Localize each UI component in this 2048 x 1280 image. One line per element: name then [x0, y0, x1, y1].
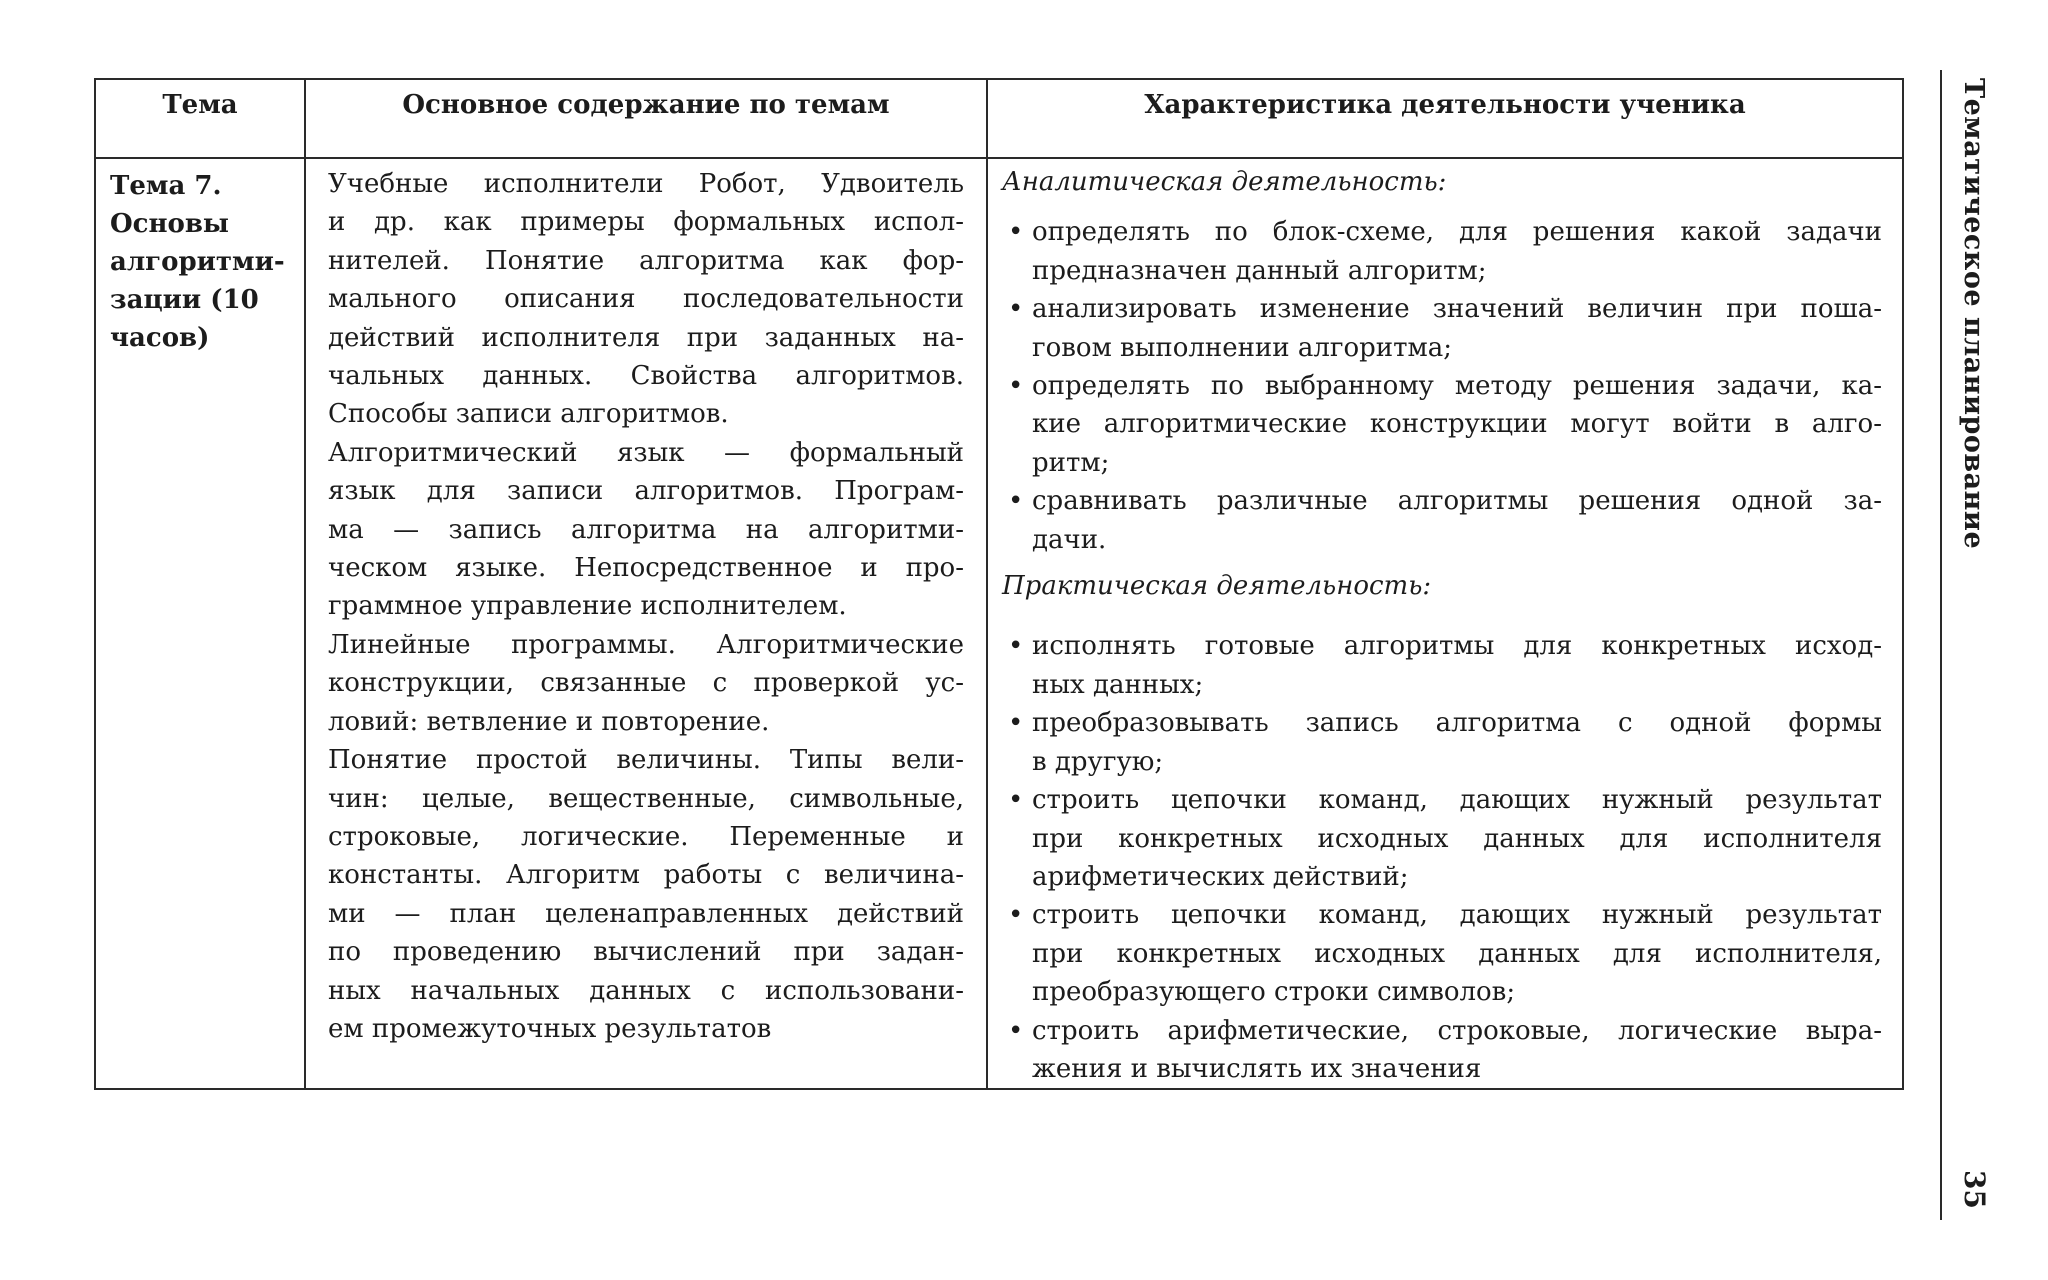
- bullet-icon: •: [1008, 900, 1024, 931]
- content-line: по проведению вычислений при задан-: [328, 937, 964, 968]
- list-item-line: анализировать изменение значений величин при поша-: [1032, 294, 1882, 325]
- bullet-icon: •: [1008, 371, 1024, 402]
- topic-line: Основы: [110, 209, 229, 239]
- topic-line: Тема 7.: [110, 171, 222, 201]
- list-item: [1002, 781, 1882, 896]
- list-item-line: строить цепочки команд, дающих нужный результат: [1032, 785, 1882, 816]
- list-item-line: определять по блок-схеме, для решения какой задачи: [1032, 217, 1882, 248]
- list-item: [1002, 627, 1882, 704]
- content-line: Понятие простой величины. Типы вели-: [328, 745, 964, 776]
- content-line: Линейные программы. Алгоритмические: [328, 629, 964, 660]
- list-item-line: строить цепочки команд, дающих нужный результат: [1032, 900, 1882, 931]
- header-activity: Характеристика деятельности ученика: [987, 79, 1903, 158]
- topic-cell: [95, 158, 305, 1089]
- topic-line: алгоритми-: [110, 247, 285, 277]
- content-line: ловий: ветвление и повторение.: [328, 706, 770, 737]
- list-item-line: в другую;: [1032, 746, 1164, 777]
- list-item-line: определять по выбранному методу решения задачи, ка-: [1032, 371, 1882, 402]
- list-item-line: кие алгоритмические конструкции могут войти в алго-: [1032, 409, 1882, 440]
- list-item: [1002, 896, 1882, 1011]
- list-item-line: ных данных;: [1032, 669, 1204, 700]
- bullet-icon: •: [1008, 631, 1024, 662]
- list-item-line: арифметических действий;: [1032, 861, 1409, 892]
- page-number: 35: [1958, 1170, 1991, 1209]
- bullet-icon: •: [1008, 708, 1024, 739]
- content-line: ми — план целенаправленных действий: [328, 898, 964, 929]
- content-line: константы. Алгоритм работы с величина-: [328, 860, 964, 891]
- content-line: конструкции, связанные с проверкой ус-: [328, 668, 964, 699]
- content-line: чальных данных. Свойства алгоритмов.: [328, 361, 964, 392]
- bullet-icon: •: [1008, 785, 1024, 816]
- side-divider: [1940, 70, 1942, 1220]
- list-item: [1002, 367, 1882, 482]
- table-row: [95, 158, 1903, 1089]
- bullet-icon: •: [1008, 294, 1024, 325]
- planning-table: [94, 78, 1904, 1090]
- list-item-line: при конкретных исходных данных для исполнителя: [1032, 823, 1882, 854]
- list-item-line: строить арифметические, строковые, логические выра-: [1032, 1015, 1882, 1046]
- activity-cell: [987, 158, 1903, 1089]
- content-line: ем промежуточных результатов: [328, 1013, 772, 1044]
- list-item-line: говом выполнении алгоритма;: [1032, 332, 1452, 363]
- content-line: мального описания последовательности: [328, 284, 964, 315]
- list-item-line: сравнивать различные алгоритмы решения одной за-: [1032, 486, 1882, 517]
- content-cell: [305, 158, 987, 1089]
- bullet-icon: •: [1008, 1015, 1024, 1046]
- content-line: и др. как примеры формальных испол-: [328, 207, 964, 238]
- list-item-line: преобразующего строки символов;: [1032, 977, 1516, 1008]
- list-item-line: жения и вычислять их значения: [1032, 1053, 1482, 1084]
- header-content: Основное содержание по темам: [305, 79, 987, 158]
- content-line: чин: целые, вещественные, символьные,: [328, 783, 964, 814]
- list-item: [1002, 1012, 1882, 1089]
- practical-heading: Практическая деятельность:: [1002, 571, 1432, 602]
- list-item: [1002, 704, 1882, 781]
- list-item-line: преобразовывать запись алгоритма с одной формы: [1032, 708, 1882, 739]
- header-topic: Тема: [95, 79, 305, 158]
- bullet-icon: •: [1008, 486, 1024, 517]
- bullet-icon: •: [1008, 217, 1024, 248]
- list-item-line: при конкретных исходных данных для исполнителя,: [1032, 938, 1882, 969]
- content-line: ных начальных данных с использовани-: [328, 975, 964, 1006]
- content-line: ма — запись алгоритма на алгоритми-: [328, 514, 964, 545]
- content-line: действий исполнителя при заданных на-: [328, 322, 964, 353]
- topic-line: зации (10: [110, 285, 259, 315]
- list-item: [1002, 213, 1882, 290]
- content-line: граммное управление исполнителем.: [328, 591, 847, 622]
- section-running-title: Тематическое планирование: [1958, 78, 1989, 550]
- list-item-line: ритм;: [1032, 447, 1110, 478]
- content-line: нителей. Понятие алгоритма как фор-: [328, 245, 964, 276]
- content-line: Учебные исполнители Робот, Удвоитель: [328, 169, 964, 199]
- content-line: строковые, логические. Переменные и: [328, 821, 964, 852]
- list-item-line: исполнять готовые алгоритмы для конкретных исход-: [1032, 631, 1882, 662]
- list-item-line: предназначен данный алгоритм;: [1032, 255, 1487, 286]
- content-line: Способы записи алгоритмов.: [328, 399, 729, 430]
- analytic-heading: Аналитическая деятельность:: [1002, 167, 1447, 197]
- list-item: [1002, 482, 1882, 559]
- list-item-line: дачи.: [1032, 524, 1107, 555]
- topic-line: часов): [110, 323, 210, 353]
- content-line: язык для записи алгоритмов. Програм-: [328, 476, 964, 507]
- list-item: [1002, 290, 1882, 367]
- content-line: Алгоритмический язык — формальный: [328, 437, 964, 468]
- table-header-row: [95, 79, 1903, 158]
- content-line: ческом языке. Непосредственное и про-: [328, 553, 964, 584]
